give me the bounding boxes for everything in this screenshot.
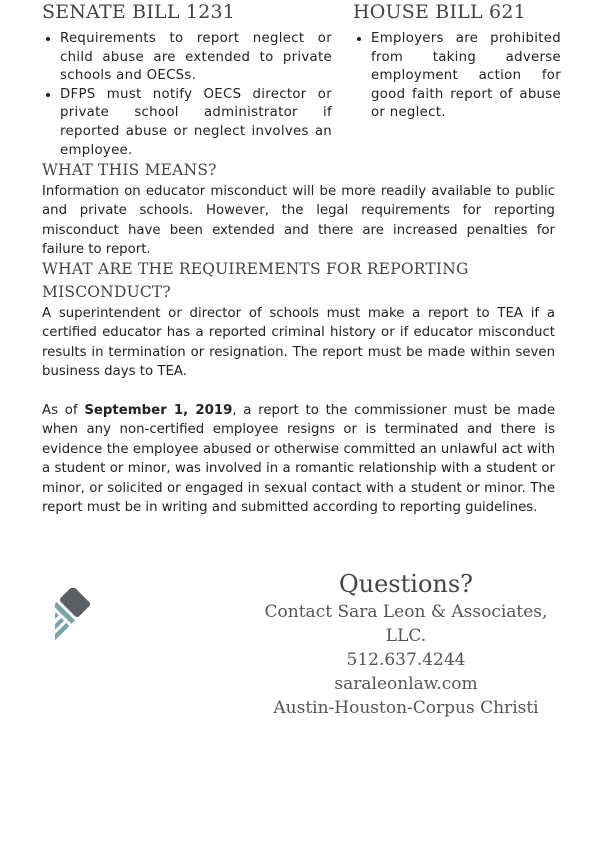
- house-bill-list: [353, 30, 561, 123]
- senate-bill-column: [42, 0, 332, 160]
- contact-website[interactable]: saraleonlaw.com: [334, 674, 478, 694]
- list-item: • Requirements to report neglect or child abuse are extended to private schools and OECSs.: [60, 30, 332, 86]
- house-bill-column: [353, 0, 561, 123]
- requirements-paragraph-1: A superintendent or director of schools must make a report to TEA if a certified educator has a reported criminal history or if educator misconduct results in termination or resignation. The report must be made within seven business days to TEA.: [42, 306, 555, 380]
- contact-phone[interactable]: 512.637.4244: [346, 650, 466, 670]
- effective-date: September 1, 2019: [84, 403, 233, 419]
- pencil-icon: [55, 588, 205, 743]
- list-item: • DFPS must notify OECS director or private school administrator if reported abuse or neglect involves an employee.: [60, 86, 332, 160]
- requirements-section: [42, 258, 555, 517]
- requirements-paragraph-2: [42, 401, 555, 517]
- contact-firm-line-1: Contact Sara Leon & Associates,: [264, 602, 548, 622]
- what-this-means-text: Information on educator misconduct will be more readily available to public and private schools. However, the legal requirements for reporting misconduct have been extended and there are increased penalties for failure to report.: [42, 184, 555, 258]
- paragraph-2-prefix: As of: [42, 403, 85, 419]
- what-this-means-section: [42, 159, 555, 260]
- house-bill-title: HOUSE BILL 621: [353, 1, 526, 23]
- what-this-means-heading: WHAT THIS MEANS?: [42, 161, 217, 179]
- list-item: • Employers are prohibited from taking adverse employment action for good faith report of abuse or neglect.: [371, 30, 561, 123]
- requirements-heading: WHAT ARE THE REQUIREMENTS FOR REPORTING MISCONDUCT?: [42, 260, 469, 301]
- senate-bill-title: SENATE BILL 1231: [42, 1, 236, 23]
- contact-locations: Austin-Houston-Corpus Christi: [273, 698, 539, 718]
- paragraph-2-rest: , a report to the commissioner must be made when any non-certified employee resigns or is terminated and there is evidence the employee abused or otherwise committed an unlawful act with a student or minor, was involved in a romantic relationship with a student or minor, or solicited or engaged in sexual contact with a student or minor. The report must be in writing and submitted according to reporting guidelines.: [42, 403, 555, 516]
- questions-heading: Questions?: [338, 570, 474, 598]
- senate-bill-list: [42, 30, 332, 160]
- contact-firm-line-2: LLC.: [385, 626, 427, 646]
- contact-block: [255, 568, 557, 720]
